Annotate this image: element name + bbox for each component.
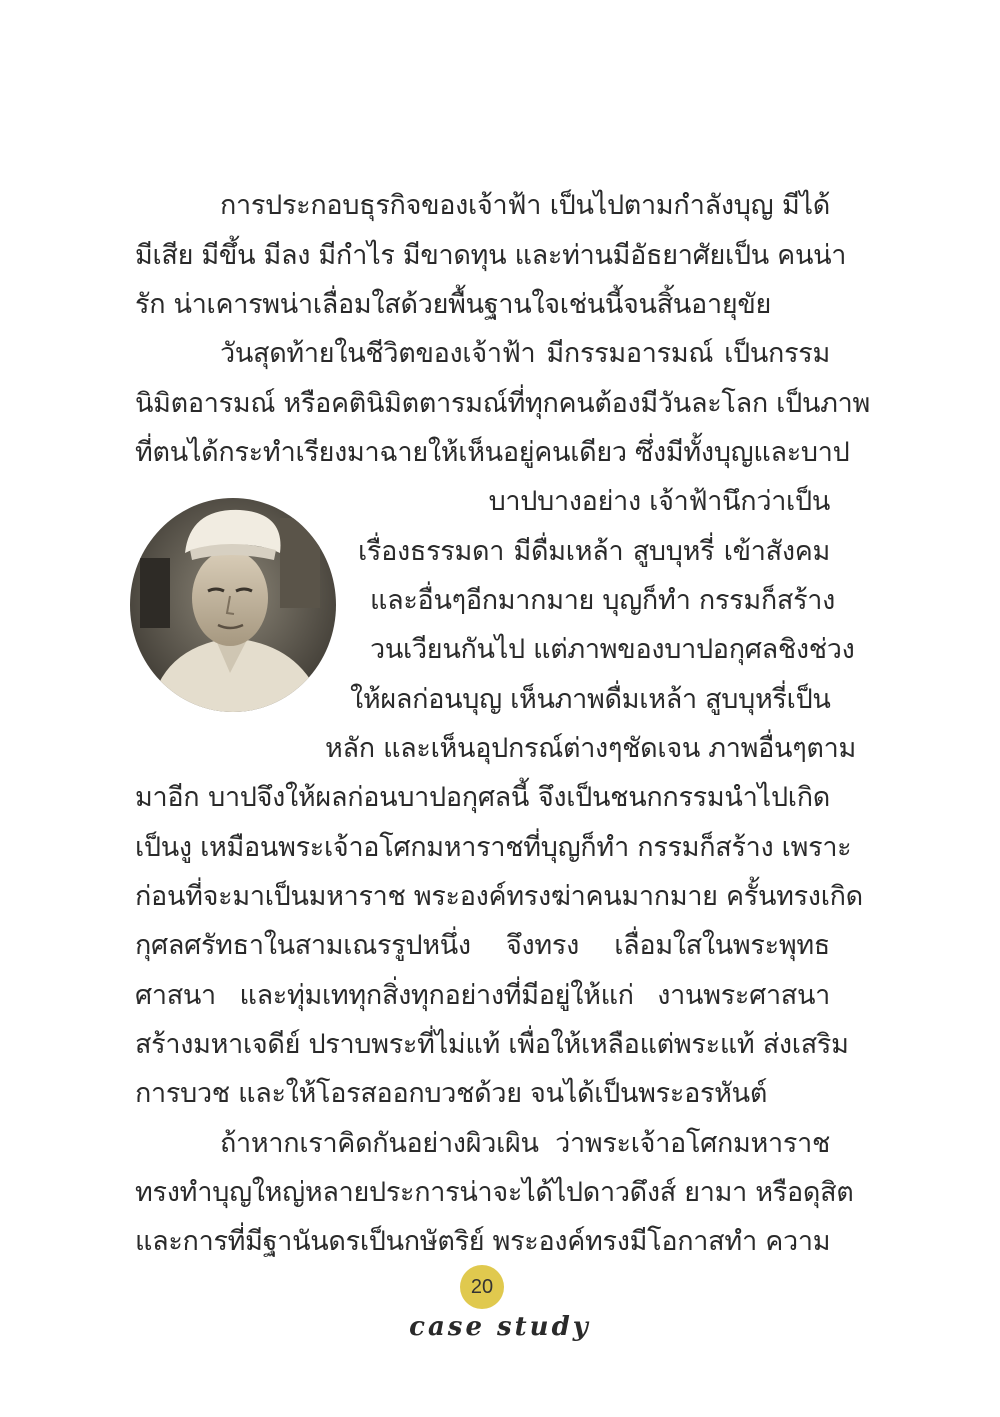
body-line: ทรงทำบุญใหญ่หลายประการน่าจะได้ไปดาวดึงส์ ยามา หรือดุสิต bbox=[135, 1177, 854, 1208]
body-line: ที่ตนได้กระทำเรียงมาฉายให้เห็นอยู่คนเดียว ซึ่งมีทั้งบุญและบาป bbox=[135, 437, 850, 468]
page-number-badge bbox=[460, 1265, 504, 1309]
body-line: การบวช และให้โอรสออกบวชด้วย จนได้เป็นพระอรหันต์ bbox=[135, 1078, 768, 1109]
body-line: ก่อนที่จะมาเป็นมหาราช พระองค์ทรงฆ่าคนมากมาย ครั้นทรงเกิด bbox=[135, 881, 863, 912]
body-line: และการที่มีฐานันดรเป็นกษัตริย์ พระองค์ทรงมีโอกาสทำ ความ bbox=[135, 1226, 831, 1257]
body-line: บาปบางอย่าง เจ้าฟ้านึกว่าเป็น bbox=[488, 486, 830, 517]
body-line: มีเสีย มีขึ้น มีลง มีกำไร มีขาดทุน และท่านมีอัธยาศัยเป็น คนน่า bbox=[135, 240, 847, 271]
body-line: สร้างมหาเจดีย์ ปราบพระที่ไม่แท้ เพื่อให้เหลือแต่พระแท้ ส่งเสริม bbox=[135, 1029, 849, 1060]
body-line: ถ้าหากเราคิดกันอย่างผิวเผิน ว่าพระเจ้าอโศกมหาราช bbox=[220, 1128, 830, 1159]
body-line: มาอีก บาปจึงให้ผลก่อนบาปอกุศลนี้ จึงเป็นชนกกรรมนำไปเกิด bbox=[135, 782, 830, 813]
body-line: เป็นงู เหมือนพระเจ้าอโศกมหาราชที่บุญก็ทำ กรรมก็สร้าง เพราะ bbox=[135, 832, 852, 863]
body-line: รัก น่าเคารพน่าเลื่อมใสด้วยพื้นฐานใจเช่นนี้จนสิ้นอายุขัย bbox=[135, 289, 772, 320]
body-line: วนเวียนกันไป แต่ภาพของบาปอกุศลชิงช่วง bbox=[370, 634, 855, 665]
body-line: ศาสนา และทุ่มเททุกสิ่งทุกอย่างที่มีอยู่ให้แก่ งานพระศาสนา bbox=[135, 980, 830, 1011]
page-number: 20 bbox=[470, 1275, 494, 1298]
body-line: ให้ผลก่อนบุญ เห็นภาพดื่มเหล้า สูบบุหรี่เป็น bbox=[350, 684, 831, 715]
body-line: หลัก และเห็นอุปกรณ์ต่างๆชัดเจน ภาพอื่นๆตาม bbox=[325, 733, 857, 764]
body-line: และอื่นๆอีกมากมาย บุญก็ทำ กรรมก็สร้าง bbox=[370, 585, 836, 616]
body-line: เรื่องธรรมดา มีดื่มเหล้า สูบบุหรี่ เข้าสังคม bbox=[358, 536, 830, 567]
photo-portrait bbox=[130, 498, 336, 712]
footer-label: case study bbox=[409, 1312, 591, 1342]
body-line: วันสุดท้ายในชีวิตของเจ้าฟ้า มีกรรมอารมณ์ เป็นกรรม bbox=[220, 338, 830, 369]
body-line: กุศลศรัทธาในสามเณรรูปหนึ่ง จึงทรง เลื่อมใสในพระพุทธ bbox=[135, 930, 830, 961]
body-line: การประกอบธุรกิจของเจ้าฟ้า เป็นไปตามกำลังบุญ มีได้ bbox=[220, 190, 830, 221]
body-line: นิมิตอารมณ์ หรือคตินิมิตตารมณ์ที่ทุกคนต้องมีวันละโลก เป็นภาพ bbox=[135, 388, 870, 419]
